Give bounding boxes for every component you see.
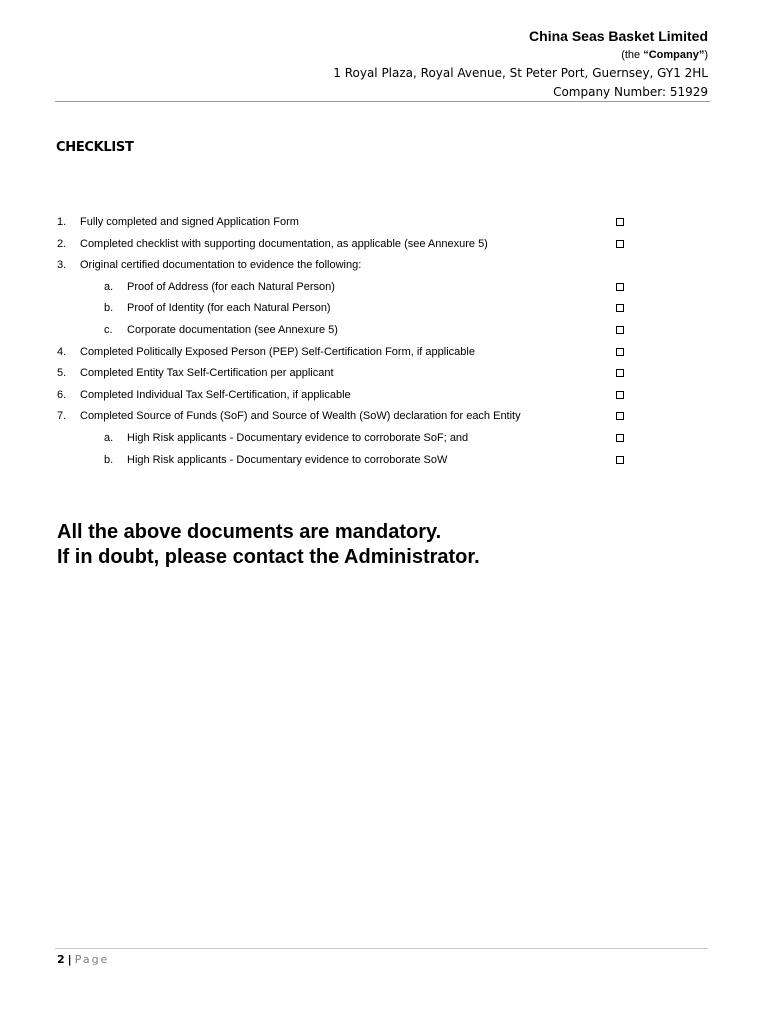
page-word: Page xyxy=(74,953,110,966)
item-checkbox[interactable] xyxy=(616,391,624,399)
item-checkbox[interactable] xyxy=(616,218,624,226)
company-alias xyxy=(333,46,708,64)
company-number: Company Number: 51929 xyxy=(553,85,708,99)
item-label: Completed Entity Tax Self-Certification per applicant xyxy=(80,367,334,380)
item-label: Fully completed and signed Application Form xyxy=(80,216,299,228)
subitem-letter: c. xyxy=(104,323,113,336)
alias-name: “Company” xyxy=(643,49,705,61)
checklist-subitem xyxy=(0,320,770,342)
subitem-letter: b. xyxy=(104,302,114,315)
checklist-item xyxy=(0,255,770,277)
checklist-item xyxy=(0,212,770,234)
item-label: Completed Politically Exposed Person (PEP) Self-Certification Form, if applicable xyxy=(80,345,475,358)
company-name: China Seas Basket Limited xyxy=(529,28,708,44)
checklist xyxy=(0,212,770,471)
item-checkbox[interactable] xyxy=(616,456,624,464)
checklist-subitem xyxy=(0,277,770,299)
subitem-letter: a. xyxy=(104,431,114,444)
company-address: 1 Royal Plaza, Royal Avenue, St Peter Port, Guernsey, GY1 2HL xyxy=(333,66,708,80)
notice-line-mandatory: All the above documents are mandatory. xyxy=(57,521,442,543)
checklist-subitem xyxy=(0,298,770,320)
item-number: 3. xyxy=(57,259,67,272)
item-checkbox[interactable] xyxy=(616,369,624,377)
alias-suffix: ) xyxy=(704,49,708,61)
item-checkbox[interactable] xyxy=(616,304,624,312)
subitem-label: Corporate documentation (see Annexure 5) xyxy=(127,323,338,336)
subitem-label: High Risk applicants - Documentary evidence to corroborate SoF; and xyxy=(127,431,469,444)
checklist-item xyxy=(0,385,770,407)
subitem-letter: a. xyxy=(104,280,114,293)
item-number: 5. xyxy=(57,367,67,380)
item-checkbox[interactable] xyxy=(616,434,624,442)
item-label: Original certified documentation to evidence the following: xyxy=(80,259,362,272)
checklist-item xyxy=(0,342,770,364)
item-checkbox[interactable] xyxy=(616,240,624,248)
page-footer xyxy=(57,952,109,968)
footer-separator: | xyxy=(67,953,72,966)
alias-prefix: (the xyxy=(621,49,644,61)
section-title: CHECKLIST xyxy=(56,140,134,155)
checklist-item xyxy=(0,406,770,428)
item-number: 7. xyxy=(57,410,67,423)
item-number: 2. xyxy=(57,237,67,250)
header-divider xyxy=(55,101,710,102)
item-label: Completed Individual Tax Self-Certification, if applicable xyxy=(80,388,351,401)
page-number: 2 xyxy=(57,953,65,966)
subitem-label: High Risk applicants - Documentary evidence to corroborate SoW xyxy=(127,453,448,466)
subitem-letter: b. xyxy=(104,453,114,466)
item-number: 6. xyxy=(57,388,67,401)
subitem-label: Proof of Address (for each Natural Person) xyxy=(127,280,335,293)
item-number: 1. xyxy=(57,216,67,228)
item-number: 4. xyxy=(57,345,67,358)
item-checkbox[interactable] xyxy=(616,412,624,420)
item-label: Completed Source of Funds (SoF) and Source of Wealth (SoW) declaration for each Entity xyxy=(80,410,521,423)
mandatory-notice xyxy=(57,520,480,570)
item-checkbox[interactable] xyxy=(616,326,624,334)
notice-line-contact: If in doubt, please contact the Administrator. xyxy=(57,546,480,568)
item-checkbox[interactable] xyxy=(616,283,624,291)
checklist-subitem xyxy=(0,450,770,472)
checklist-item xyxy=(0,363,770,385)
document-header xyxy=(333,26,708,102)
checklist-subitem xyxy=(0,428,770,450)
item-label: Completed checklist with supporting documentation, as applicable (see Annexure 5) xyxy=(80,237,488,250)
item-checkbox[interactable] xyxy=(616,348,624,356)
checklist-item xyxy=(0,234,770,256)
subitem-label: Proof of Identity (for each Natural Person) xyxy=(127,302,331,315)
footer-divider xyxy=(55,948,708,949)
